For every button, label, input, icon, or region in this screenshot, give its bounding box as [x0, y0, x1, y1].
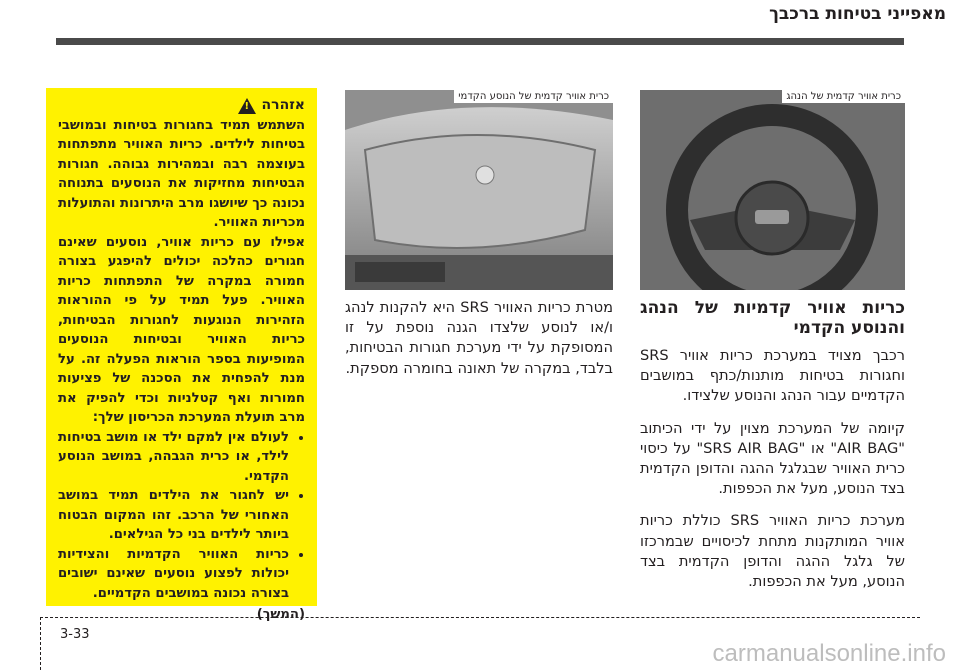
- warning-intro: השתמש תמיד בחגורות בטיחות ובמושבי בטיחות לילדים. כריות האוויר מתפתחות בעוצמה רבה ובמהירות גבוהה. חגורות הבטיחות מחזיקות את הנוסעים בתנוחה נכונה כך שיושגו מרב היתרונות והתועלות מכריות האוויר.: [58, 117, 305, 230]
- dashboard-illustration: [345, 90, 613, 290]
- warning-title-row: [58, 96, 305, 116]
- section-heading: כריות אוויר קדמיות של הנהג והנוסע הקדמי: [640, 298, 905, 338]
- right-column: [640, 298, 905, 604]
- warning-triangle-icon: !: [238, 98, 256, 114]
- watermark: carmanualsonline.info: [712, 640, 946, 667]
- passenger-photo-caption: כרית אוויר קדמית של הנוסע הקדמי: [454, 90, 613, 103]
- warning-box: [46, 88, 317, 622]
- footer-rule: [40, 617, 920, 618]
- warning-bullet: • כריות האוויר הקדמיות והצידיות יכולות לפצוע נוסעים שאינם ישובים בצורה נכונה במושבים הקדמיים.: [58, 545, 289, 604]
- steering-wheel-illustration: [640, 90, 905, 290]
- warning-body: אפילו עם כריות אוויר, נוסעים שאינם חגורים כהלכה יכולים להיפגע בצורה חמורה במקרה של התפתחות כריות האוויר. פעל תמיד על פי ההוראות הזהירות הנוגעות לחגורות הבטיחות, כריות האוויר ובטיחות הנוסעים המופיעות בספר הוראות הפעלה זה. על מנת להפחית את הסכנה של פציעות חמורות ואף קטלניות וכדי להפיק את מרב תועלת המערכת הכריסון שלך:: [58, 234, 305, 425]
- right-paragraph: מערכת כריות האוויר SRS כוללת כריות אוויר המותקנות מתחת לכיסויים שבמרכזו של גלגל ההגה והדופן הקדמית בצד הנוסע, מעל את הכפפות.: [640, 512, 905, 591]
- page-number: 3-33: [60, 627, 90, 642]
- warning-title: אזהרה: [261, 97, 305, 113]
- driver-photo-caption: כרית אוויר קדמית של הנהג: [782, 90, 905, 103]
- page-header-title: מאפייני בטיחות ברכבך: [769, 4, 946, 24]
- middle-column: [345, 298, 613, 391]
- footer-vertical-rule: [40, 617, 41, 670]
- warning-bullet: • יש לחגור את הילדים תמיד במושב האחורי של הרכב. זהו המקום הבטוח ביותר לילדים בני כל הגילאים.: [58, 486, 289, 545]
- middle-paragraph: מטרת כריות האוויר SRS היא להקנות לנהג ו/או לנוסע שלצדו הגנה נוספת על זו המסופקת על ידי מערכת חגורות הבטיחות, בלבד, במקרה של תאונה בחומרה מספקת.: [345, 299, 613, 377]
- right-paragraph: רכבך מצויד במערכת כריות אוויר SRS וחגורות בטיחות מותנות/כתף במושבים הקדמיים עבור הנהג והנוסע שלצידו.: [640, 347, 905, 405]
- passenger-airbag-photo: [345, 90, 613, 290]
- header-rule: [56, 38, 904, 45]
- driver-airbag-photo: [640, 90, 905, 290]
- right-paragraph: קיומה של המערכת מצוין על ידי הכיתוב "AIR BAG" או "SRS AIR BAG" על כיסוי כרית האוויר שבגלגל ההגה והדופן הקדמית בצד הנוסע, מעל את הכפפות.: [640, 419, 905, 498]
- warning-continued: (המשך): [256, 607, 305, 622]
- warning-bullet-list: [58, 428, 305, 604]
- warning-bullet: • לעולם אין למקם ילד או מושב בטיחות לילד, או כרית הגבהה, במושב הנוסע הקדמי.: [58, 428, 289, 487]
